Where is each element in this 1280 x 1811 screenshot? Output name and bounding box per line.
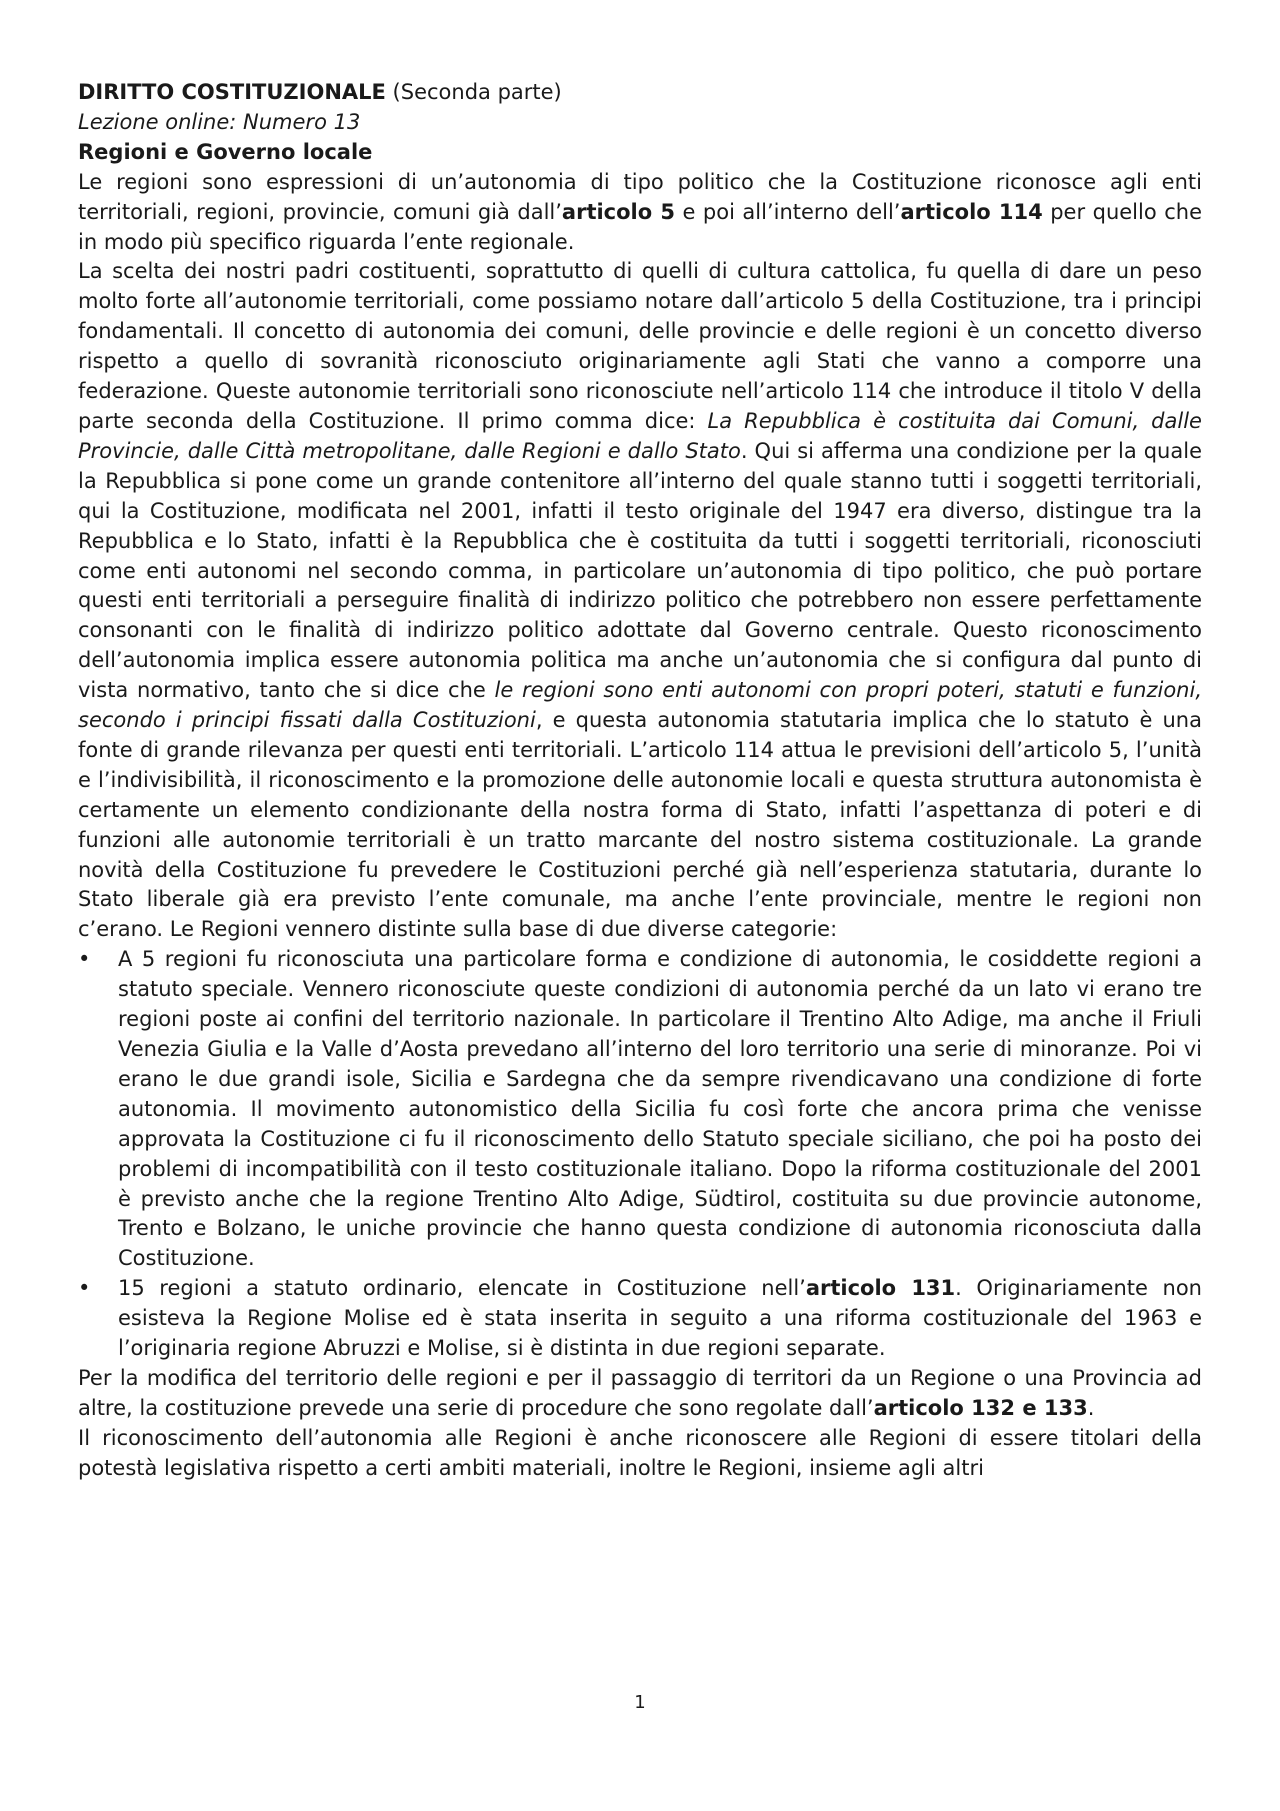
list-item-special-statute [78,945,1202,1274]
list-item-text: . Originariamente non esisteva la Regione Molise ed è stata inserita in seguito a una riforma costituzionale del 1963 e l’originaria regione Abruzzi e Molise, si è distinta in due regioni separate. [118,1276,1202,1361]
text-run: Le regioni sono espressioni di un’autonomia di tipo politico che la Costituzione riconosce agli enti territoriali, regioni, provincie, comuni già dall’ [78,169,1202,224]
bold-reference: articolo 131 [805,1276,956,1301]
paragraph-intro [78,168,1202,258]
text-run: . Qui si afferma una condizione per la quale la Repubblica si pone come un grande contenitore all’interno del quale stanno tutti i soggetti territoriali, qui la Costituzione, modificata nel 2001, infatti il testo originale del 1947 era diverso, distingue tra la Repubblica e lo Stato, infatti è la Repubblica che è costituita da tutti i soggetti territoriali, riconosciuti come enti autonomi nel secondo comma, in particolare un’autonomia di tipo politico, che può portare questi enti territoriali a perseguire finalità di indirizzo politico che potrebbero non essere perfettamente consonanti con le finalità di indirizzo politico adottate dal Governo centrale. Questo riconoscimento dell’autonomia implica essere autonomia politica ma anche un’autonomia che si configura dal punto di vista normativo, tanto che si dice che [78,438,1202,703]
italic-quote: La Repubblica è costituita dai Comuni, dalle Provincie, dalle Città metropolitane, dalle Regioni e dallo Stato [78,408,1202,463]
list-item-text: A 5 regioni fu riconosciuta una particolare forma e condizione di autonomia, le cosiddette regioni a statuto speciale. Vennero riconosciute queste condizioni di autonomia perché da un lato vi erano tre regioni poste ai confini del territorio nazionale. In particolare il Trentino Alto Adige, ma anche il Friuli Venezia Giulia e la Valle d’Aosta prevedano all’interno del loro territorio una serie di minoranze. Poi vi erano le due grandi isole, Sicilia e Sardegna che da sempre rivendicavano una condizione di forte autonomia. Il movimento autonomistico della Sicilia fu così forte che ancora prima che venisse approvata la Costituzione ci fu il riconoscimento dello Statuto speciale siciliano, che poi ha posto dei problemi di incompatibilità con il testo costituzionale italiano. Dopo la riforma costituzionale del 2001 è previsto anche che la regione Trentino Alto Adige, Südtirol, costituita su due provincie autonome, Trento e Bolzano, le uniche provincie che hanno questa condizione di autonomia riconosciuta dalla Costituzione. [118,947,1202,1271]
text-run: e poi all’interno dell’ [674,199,901,224]
text-run: per quello che in modo più specifico riguarda l’ente regionale. [78,199,1202,254]
bullet-icon: • [78,1276,91,1301]
document-page [78,78,1202,1484]
list-item-ordinary-statute [78,1274,1202,1364]
page-number: 1 [634,1692,646,1713]
document-title [78,78,1202,108]
bold-reference: articolo 132 e 133 [873,1395,1088,1420]
italic-quote: le regioni sono enti autonomi con propri poteri, statuti e funzioni, secondo i principi fissati dalla Costituzioni [78,678,1202,733]
bold-reference: articolo 114 [900,199,1043,224]
section-heading: Regioni e Governo locale [78,139,373,164]
text-run: Per la modifica del territorio delle regioni e per il passaggio di territori da un Regione o una Provincia ad altre, la costituzione prevede una serie di procedure che sono regolate dall’ [78,1365,1202,1420]
bold-reference: articolo 5 [561,199,675,224]
text-run: , e questa autonomia statutaria implica che lo statuto è una fonte di grande rilevanza per questi enti territoriali. L’articolo 114 attua le previsioni dell’articolo 5, l’unità e l’indivisibilità, il riconoscimento e la promozione delle autonomie locali e questa struttura autonomista è certamente un elemento condizionante della nostra forma di Stato, infatti l’aspettanza di poteri e di funzioni alle autonomie territoriali è un tratto marcante del nostro sistema costituzionale. La grande novità della Costituzione fu prevedere le Costituzioni perché già nell’esperienza statutaria, durante lo Stato liberale già era previsto l’ente comunale, ma anche l’ente provinciale, mentre le regioni non c’erano. Le Regioni vennero distinte sulla base di due diverse categorie: [78,708,1202,942]
list-item-text: 15 regioni a statuto ordinario, elencate in Costituzione nell’ [118,1276,806,1301]
document-title-suffix: (Seconda parte) [385,80,562,104]
lesson-label: Lezione online: Numero 13 [78,109,361,134]
bullet-list [78,945,1202,1364]
text-run: La scelta dei nostri padri costituenti, soprattutto di quelli di cultura cattolica, fu quella di dare un peso molto forte all’autonomie territoriali, come possiamo notare dall’articolo 5 della Costituzione, tra i principi fondamentali. Il concetto di autonomia dei comuni, delle provincie e delle regioni è un concetto diverso rispetto a quello di sovranità riconosciuto originariamente agli Stati che vanno a comporre una federazione. Queste autonomie territoriali sono riconosciute nell’articolo 114 che introduce il titolo V della parte seconda della Costituzione. Il primo comma dice: [78,259,1202,433]
text-run: . [1087,1395,1095,1420]
bullet-icon: • [78,947,91,972]
paragraph-main [78,257,1202,945]
document-title-bold: DIRITTO COSTITUZIONALE [78,80,386,104]
paragraph-legislative: Il riconoscimento dell’autonomia alle Regioni è anche riconoscere alle Regioni di essere titolari della potestà legislativa rispetto a certi ambiti materiali, inoltre le Regioni, insieme agli altri [78,1425,1202,1480]
paragraph-territory [78,1364,1202,1424]
